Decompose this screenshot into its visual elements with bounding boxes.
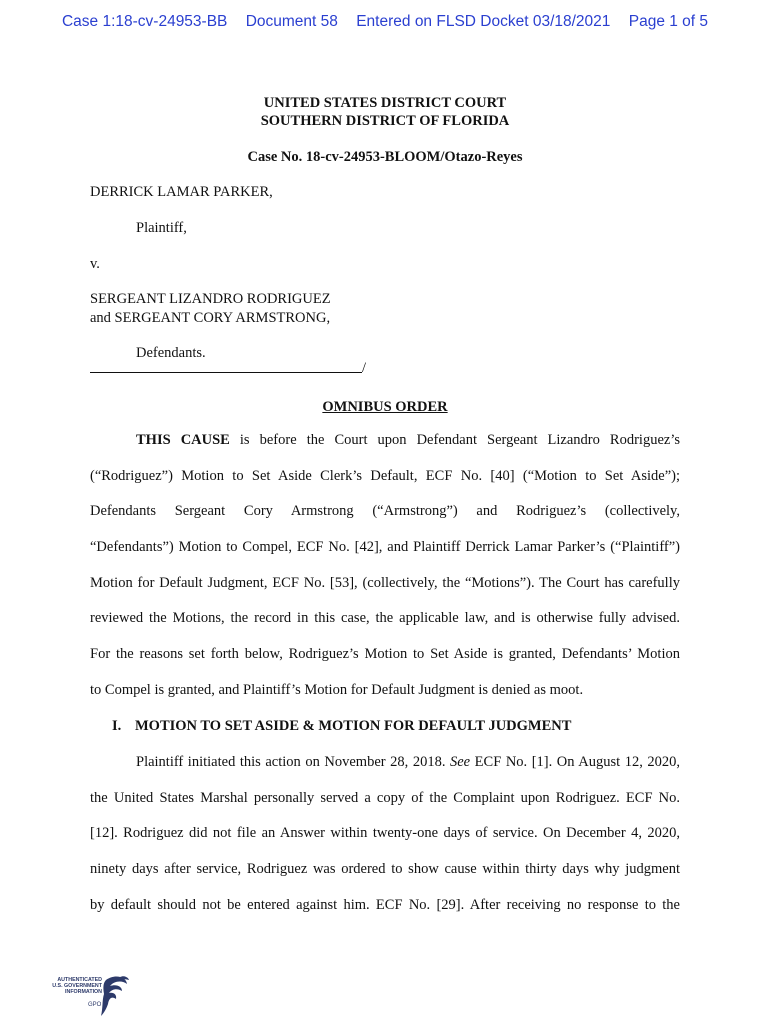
- header-entered-date: Entered on FLSD Docket 03/18/2021: [356, 13, 611, 30]
- plaintiff-role: Plaintiff,: [136, 220, 187, 236]
- versus: v.: [90, 256, 100, 272]
- case-number: Case No. 18-cv-24953-BLOOM/Otazo-Reyes: [247, 149, 523, 165]
- plaintiff-name: DERRICK LAMAR PARKER,: [90, 184, 273, 200]
- intro-line: Motion for Default Judgment, ECF No. [53], (collectively, the “Motions”). The Court has carefully: [90, 574, 680, 591]
- seal-gpo: GPO: [88, 1002, 102, 1008]
- intro-line: reviewed the Motions, the record in this case, the applicable law, and is otherwise fully advised.: [90, 610, 680, 627]
- docket-header: [0, 13, 770, 31]
- intro-line: to Compel is granted, and Plaintiff’s Motion for Default Judgment is denied as moot.: [90, 681, 584, 698]
- body-paragraph: [90, 745, 680, 923]
- caption-slash: /: [362, 360, 367, 376]
- defendant-role: Defendants.: [136, 345, 206, 361]
- defendant-line-1: SERGEANT LIZANDRO RODRIGUEZ: [90, 291, 331, 307]
- body-line: Plaintiff initiated this action on November 28, 2018. See ECF No. [1]. On August 12, 2020,: [136, 754, 680, 770]
- court-name: UNITED STATES DISTRICT COURT: [263, 95, 507, 111]
- court-district: SOUTHERN DISTRICT OF FLORIDA: [260, 113, 510, 129]
- intro-line: (“Rodriguez”) Motion to Set Aside Clerk’s Default, ECF No. [40] (“Motion to Set Aside”);: [90, 467, 680, 484]
- citation-signal: See: [450, 754, 471, 770]
- eagle-icon: [100, 974, 130, 1018]
- seal-line-1: AUTHENTICATED: [57, 977, 102, 983]
- section-heading: [112, 718, 571, 735]
- intro-line: “Defendants”) Motion to Compel, ECF No. [42], and Plaintiff Derrick Lamar Parker’s (“Plaintiff”): [90, 539, 680, 556]
- intro-paragraph: [90, 423, 680, 709]
- header-case-number: Case 1:18-cv-24953-BB: [61, 13, 228, 30]
- header-page-count: Page 1 of 5: [628, 13, 709, 30]
- intro-bold-lead: THIS CAUSE: [136, 432, 230, 448]
- seal-line-3: INFORMATION: [65, 989, 102, 996]
- order-title: OMNIBUS ORDER: [322, 399, 448, 415]
- caption-rule: [90, 372, 362, 373]
- section-number: I.: [112, 718, 122, 734]
- defendant-line-2: and SERGEANT CORY ARMSTRONG,: [90, 310, 331, 326]
- intro-line: THIS CAUSE is before the Court upon Defendant Sergeant Lizandro Rodriguez’s: [136, 432, 680, 448]
- body-line: [12]. Rodriguez did not file an Answer within twenty-one days of service. On December 4, 2020,: [90, 825, 680, 842]
- seal-line-2: U.S. GOVERNMENT: [52, 983, 102, 990]
- section-title: MOTION TO SET ASIDE & MOTION FOR DEFAULT JUDGMENT: [135, 718, 572, 734]
- gpo-authentication-seal: [40, 974, 130, 1018]
- body-line: the United States Marshal personally served a copy of the Complaint upon Rodriguez. ECF No.: [90, 789, 680, 806]
- header-document-number: Document 58: [245, 13, 338, 30]
- body-line: ninety days after service, Rodriguez was ordered to show cause within thirty days why judgment: [90, 861, 680, 878]
- intro-line: Defendants Sergeant Cory Armstrong (“Armstrong”) and Rodriguez’s (collectively,: [90, 503, 680, 520]
- body-line: by default should not be entered against him. ECF No. [29]. After receiving no response to the: [90, 896, 680, 913]
- intro-line: For the reasons set forth below, Rodriguez’s Motion to Set Aside is granted, Defendants’ Motion: [90, 646, 680, 663]
